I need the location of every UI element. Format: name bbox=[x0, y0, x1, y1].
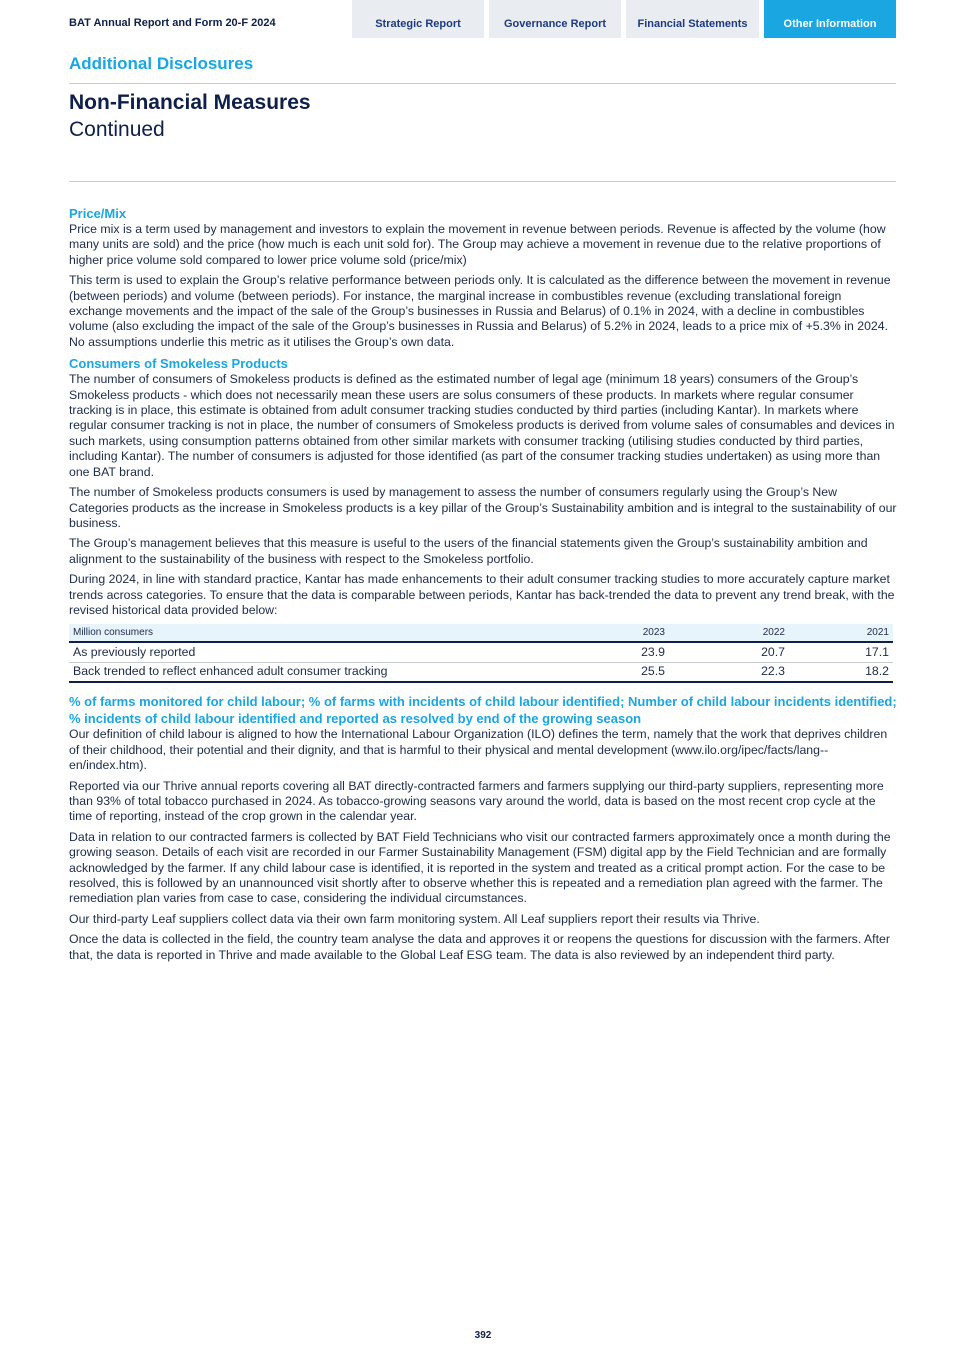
paragraph: Price mix is a term used by management and investors to explain the movement in revenue between periods. Revenue is affected by the volume (how many units are sold) and the price (how much is each unit sold for). The Group may achieve a movement in revenue due to the relative proportions of higher price volume sold compared to lower price volume sold (price/mix) bbox=[69, 222, 886, 267]
smokeless-heading: Consumers of Smokeless Products bbox=[69, 356, 288, 372]
paragraph: During 2024, in line with standard practice, Kantar has made enhancements to their adult consumer tracking studies to more accurately capture market trends across categories. To ensure that the data is comparable between periods, Kantar has back-trended the data to prevent any trend break, with the revised historical data provided below: bbox=[69, 572, 895, 617]
section-label: Additional Disclosures bbox=[69, 54, 254, 73]
price-mix-heading: Price/Mix bbox=[69, 206, 127, 221]
column-header: 2022 bbox=[669, 624, 789, 642]
paragraph: The Group’s management believes that this measure is useful to the users of the financial statements given the Group’s sustainability ambition and alignment to the sustainability of the business with respect to the Smokeless portfolio. bbox=[69, 536, 868, 566]
tab-governance-report[interactable]: Governance Report bbox=[489, 0, 621, 38]
row-label: Back trended to reflect enhanced adult consumer tracking bbox=[69, 662, 559, 682]
row-label: As previously reported bbox=[69, 642, 559, 662]
paragraph: Data in relation to our contracted farmers is collected by BAT Field Technicians who visit our contracted farmers approximately once a month during the growing season. Details of each visit are recorded in our Farmer Sustainability Management (FSM) digital app by the Field Technician and are formally acknowledged by the farmer. If any child labour case is identified, it is reported in the system and treated as a critical prompt action. For the case to be resolved, this is followed by an unannounced visit shortly after to observe whether this is repeated and a remediation plan agreed with the farmer. The remediation plan varies from case to case, considering the individual circumstances. bbox=[69, 829, 891, 906]
page-title: Non-Financial Measures bbox=[69, 91, 311, 114]
tab-financial-statements[interactable]: Financial Statements bbox=[626, 0, 759, 38]
paragraph: The number of consumers of Smokeless products is defined as the estimated number of legal age (minimum 18 years) consumers of the Group’s Smokeless products - which does not necessarily mean these users are solus consumers of these products. In markets where regular consumer tracking is in place, this estimate is obtained from adult consumer tracking studies conducted by third parties (including Kantar). In markets where regular consumer tracking is not in place, the number of consumers of Smokeless products is derived from volume sales of consumables and devices in such markets, using consumption patterns obtained from other similar markets with consumer tracking (utilising studies conducted by third parties, including Kantar). The number of consumers is adjusted for those identified (as part of the consumer tracking studies undertaken) as using more than one BAT brand. bbox=[69, 372, 895, 479]
child-labour-heading: % of farms monitored for child labour; % of farms with incidents of child labour identified; Number of child labour incidents identified; % incidents of child labour identified and reported as resolved by end of the growing season bbox=[69, 694, 897, 727]
top-navigation-bar bbox=[0, 0, 966, 38]
paragraph: Our third-party Leaf suppliers collect data via their own farm monitoring system. All Leaf suppliers report their results via Thrive. bbox=[69, 911, 760, 926]
paragraph: The number of Smokeless products consumers is used by management to assess the number of consumers regularly using the Group’s New Categories products as the increase in Smokeless products is a key pillar of the Group’s Sustainability ambition and is integral to the sustainability of our business. bbox=[69, 485, 897, 530]
table-cell: 20.7 bbox=[669, 642, 789, 662]
table-row bbox=[69, 642, 893, 662]
page-subtitle: Continued bbox=[69, 118, 165, 141]
paragraph: Once the data is collected in the field, the country team analyse the data and approves it or reopens the questions for discussion with the farmers. After that, the data is reported in Thrive and made available to the Global Leaf ESG team. The data is also reviewed by an independent third party. bbox=[69, 932, 890, 962]
paragraph: Our definition of child labour is aligned to how the International Labour Organization (ILO) defines the term, namely that the work that deprives children of their childhood, their potential and their dignity, and that is harmful to their physical and mental development (www.ilo.org/ipec/facts/lang--en/index.htm). bbox=[69, 727, 888, 773]
tab-other-information[interactable]: Other Information bbox=[764, 0, 896, 38]
table-header-row bbox=[69, 624, 893, 642]
tab-strategic-report[interactable]: Strategic Report bbox=[352, 0, 484, 38]
consumers-table bbox=[69, 624, 893, 683]
table-cell: 23.9 bbox=[559, 642, 669, 662]
table-cell: 22.3 bbox=[669, 662, 789, 682]
table-cell: 25.5 bbox=[559, 662, 669, 682]
divider bbox=[69, 83, 896, 84]
table-cell: 18.2 bbox=[789, 662, 893, 682]
page-number: 392 bbox=[474, 1330, 492, 1341]
column-header: Million consumers bbox=[69, 624, 559, 642]
column-header: 2023 bbox=[559, 624, 669, 642]
document-title: BAT Annual Report and Form 20-F 2024 bbox=[69, 17, 276, 29]
column-header: 2021 bbox=[789, 624, 893, 642]
table-cell: 17.1 bbox=[789, 642, 893, 662]
paragraph: Reported via our Thrive annual reports covering all BAT directly-contracted farmers and farmers supplying our third-party suppliers, representing more than 93% of total tobacco purchased in 2024. As tobacco-growing seasons vary around the world, data is based on the most recent crop cycle at the time of reporting, instead of the crop grown in the calendar year. bbox=[69, 778, 884, 824]
divider bbox=[69, 181, 896, 182]
table-row bbox=[69, 662, 893, 682]
main-content bbox=[69, 205, 898, 968]
paragraph: This term is used to explain the Group’s relative performance between periods only. It is calculated as the difference between the movement in revenue (between periods) and volume (between periods). For instance, the marginal increase in combustibles revenue (excluding translational foreign exchange movements and the impact of the sale of the Group’s businesses in Russia and Belarus) of 0.1% in 2024, with a decline in combustibles volume (also excluding the impact of the sale of the Group’s businesses in Russia and Belarus) of 5.2% in 2024, leads to a price mix of +5.3% in 2024. No assumptions underlie this metric as it utilises the Group’s own data. bbox=[69, 273, 891, 349]
